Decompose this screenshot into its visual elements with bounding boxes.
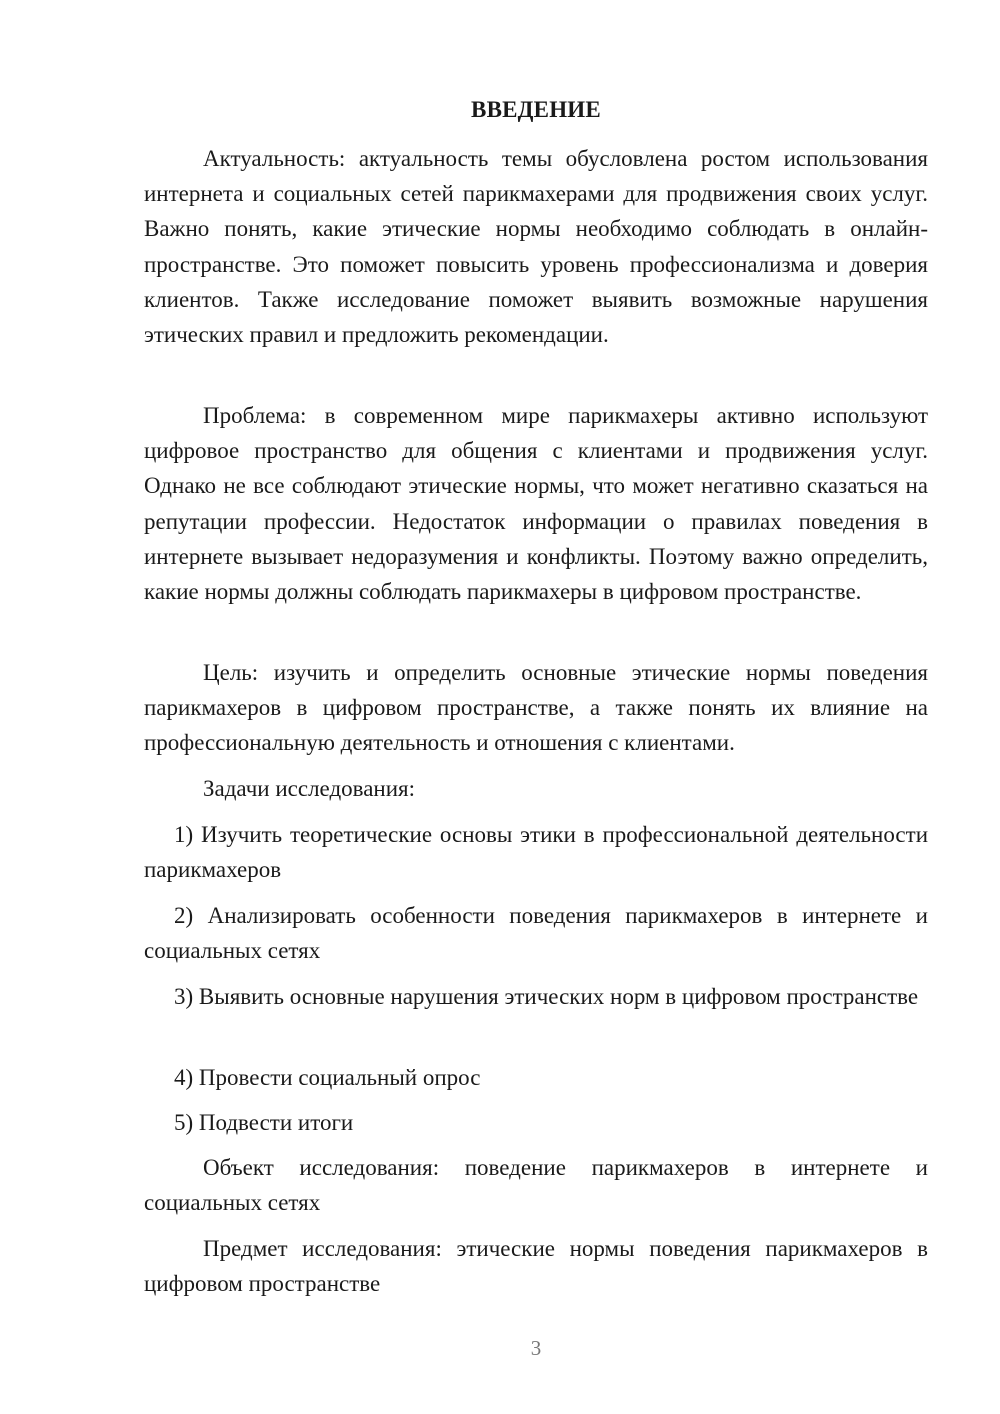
page-number: 3	[530, 1336, 542, 1360]
tasks-heading: Задачи исследования:	[203, 776, 416, 801]
task-item: 2) Анализировать особенности поведения парикмахеров в интернете и социальных сетях	[144, 903, 928, 964]
task-item: 3) Выявить основные нарушения этических норм в цифровом пространстве	[174, 984, 919, 1009]
task-item: 1) Изучить теоретические основы этики в профессиональной деятельности парикмахеров	[144, 822, 928, 883]
subject-paragraph: Предмет исследования: этические нормы поведения парикмахеров в цифровом пространстве	[144, 1236, 928, 1297]
goal-paragraph: Цель: изучить и определить основные этические нормы поведения парикмахеров в цифровом пространстве, а также понять их влияние на профессиональную деятельность и отношения с клиентами.	[144, 660, 928, 756]
object-paragraph: Объект исследования: поведение парикмахеров в интернете и социальных сетях	[144, 1155, 928, 1216]
task-item: 4) Провести социальный опрос	[174, 1065, 481, 1090]
problem-paragraph: Проблема: в современном мире парикмахеры активно используют цифровое пространство для общения с клиентами и продвижения услуг. Однако не все соблюдают этические нормы, что может негативно сказаться на репутации профессии. Недостаток информации о правилах поведения в интернете вызывает недоразумения и конфликты. Поэтому важно определить, какие нормы должны соблюдать парикмахеры в цифровом пространстве.	[144, 403, 928, 605]
task-item: 5) Подвести итоги	[174, 1110, 354, 1135]
relevance-paragraph: Актуальность: актуальность темы обусловлена ростом использования интернета и социальных сетей парикмахерами для продвижения своих услуг. Важно понять, какие этические нормы необходимо соблюдать в онлайн-пространстве. Это поможет повысить уровень профессионализма и доверия клиентов. Также исследование поможет выявить возможные нарушения этических правил и предложить рекомендации.	[144, 146, 928, 348]
section-title: ВВЕДЕНИЕ	[471, 97, 601, 122]
